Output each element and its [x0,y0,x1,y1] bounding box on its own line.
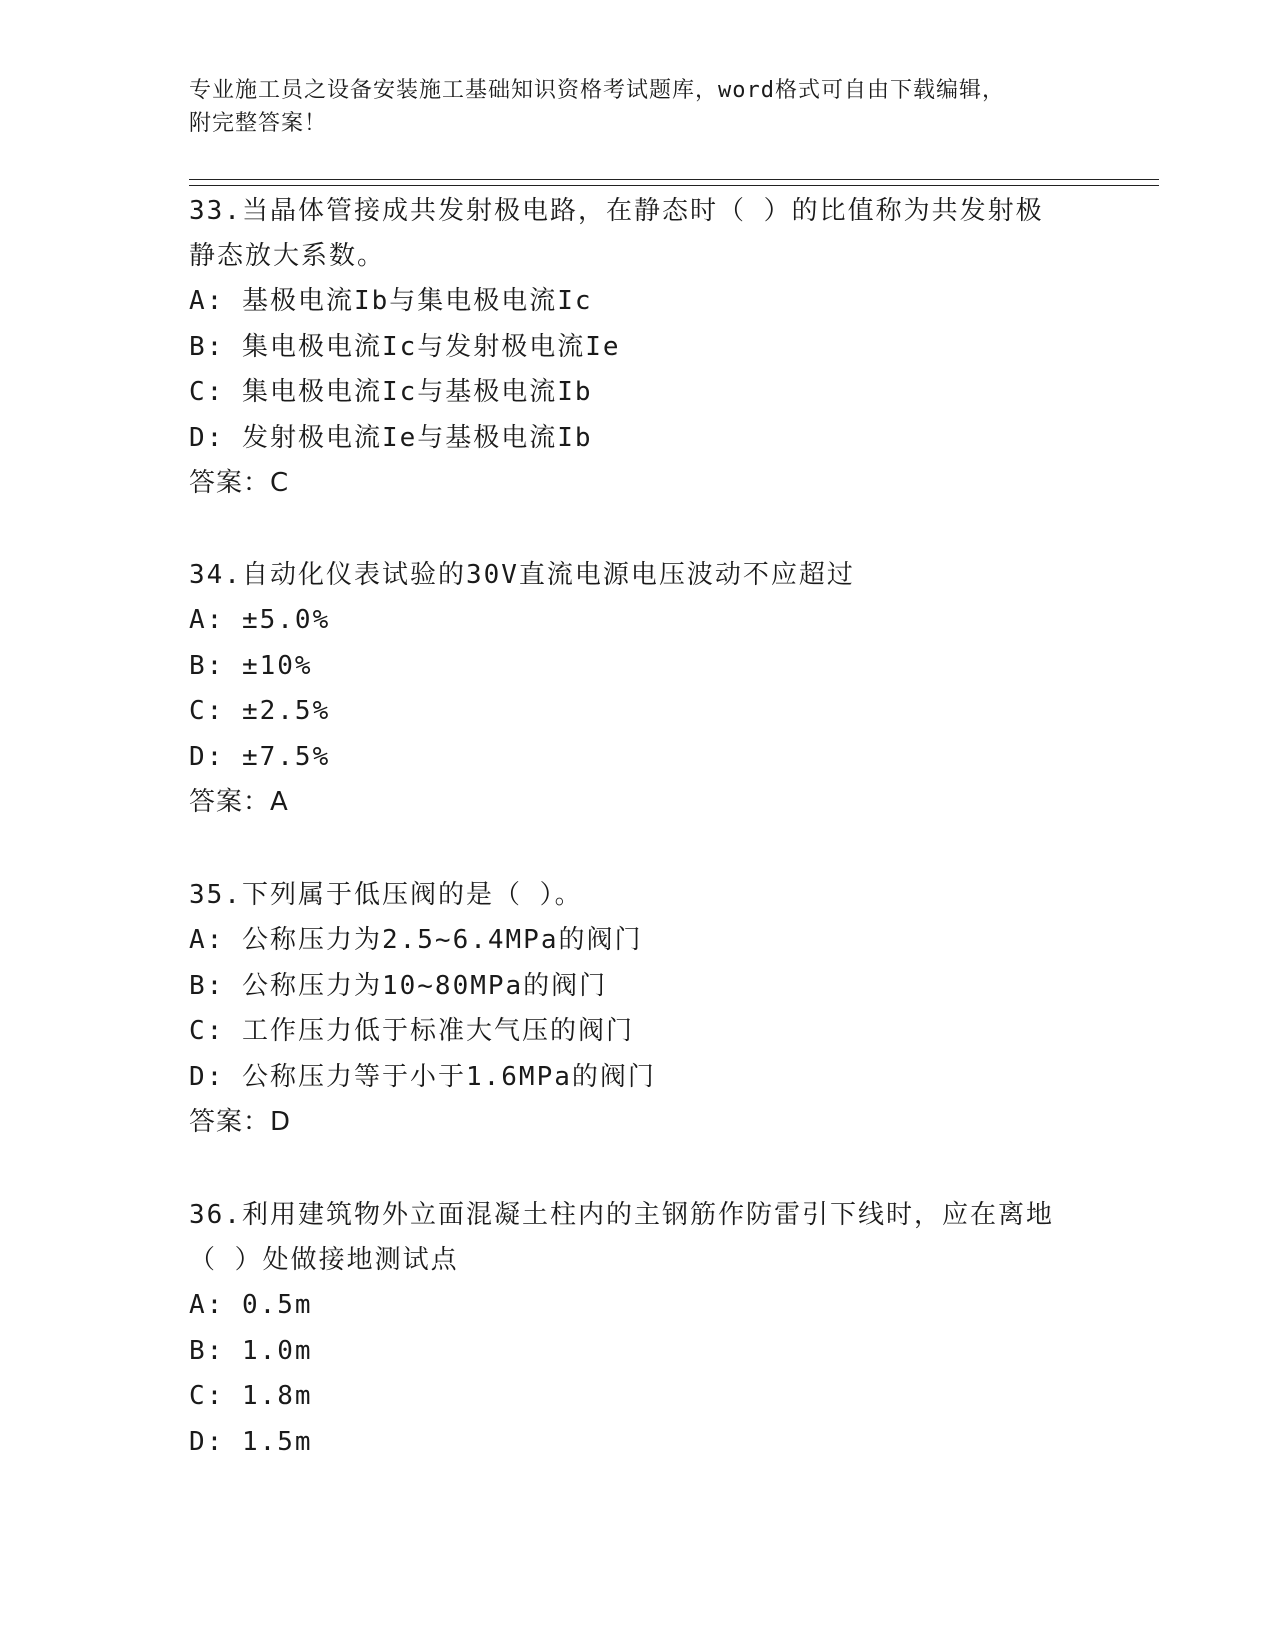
question-stem-line-2: 静态放大系数。 [189,241,386,271]
option-d: D: 公称压力等于小于1.6MPa的阀门 [189,1061,656,1092]
option-d: D: ±7.5% [189,741,331,772]
option-b: B: 集电极电流Ic与发射极电流Ie [189,331,621,362]
option-a: A: ±5.0% [189,605,331,635]
document-header [189,74,1069,140]
option-b: B: ±10% [189,650,313,681]
answer-label: 答案：D [189,1107,292,1137]
option-d: D: 发射极电流Ie与基极电流Ib [189,422,593,453]
option-d: D: 1.5m [189,1426,313,1457]
header-line-1: 专业施工员之设备安装施工基础知识资格考试题库，word格式可自由下载编辑， [189,78,1005,103]
answer-label: 答案：A [189,787,289,817]
question-33 [189,189,1089,506]
header-divider-bottom [189,185,1159,186]
question-35 [189,873,1089,1145]
question-stem-line-2: （ ）处做接地测试点 [189,1245,459,1275]
option-a: A: 公称压力为2.5~6.4MPa的阀门 [189,925,643,955]
question-stem-line-1: 33.当晶体管接成共发射极电路，在静态时（ ）的比值称为共发射极 [189,196,1044,226]
option-a: A: 基极电流Ib与集电极电流Ic [189,286,593,316]
option-c: C: 集电极电流Ic与基极电流Ib [189,377,593,407]
option-c: C: 工作压力低于标准大气压的阀门 [189,1016,634,1046]
answer-label: 答案：C [189,468,290,498]
question-stem-line-1: 34.自动化仪表试验的30V直流电源电压波动不应超过 [189,560,855,590]
option-a: A: 0.5m [189,1290,313,1320]
option-b: B: 公称压力为10~80MPa的阀门 [189,970,608,1001]
question-34 [189,553,1089,825]
option-c: C: 1.8m [189,1381,313,1411]
question-36 [189,1193,1089,1465]
question-stem-line-1: 36.利用建筑物外立面混凝土柱内的主钢筋作防雷引下线时，应在离地 [189,1200,1054,1230]
header-line-2: 附完整答案！ [189,111,328,136]
option-c: C: ±2.5% [189,696,331,726]
question-stem-line-1: 35.下列属于低压阀的是（ ）。 [189,880,583,910]
header-divider-top [189,179,1159,180]
option-b: B: 1.0m [189,1335,313,1366]
